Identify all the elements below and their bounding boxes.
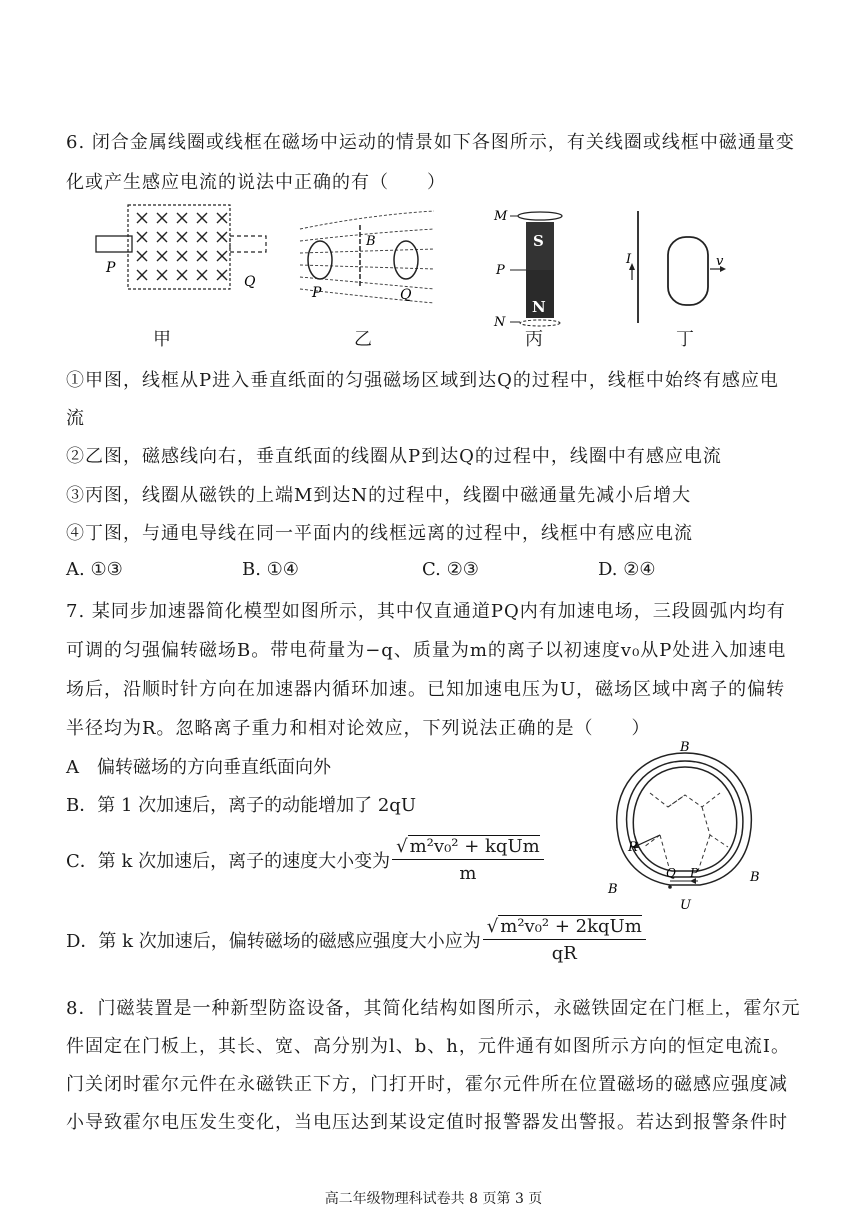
fig-jia-label-p: P bbox=[106, 260, 116, 276]
q7-option-b: B．第 1 次加速后，离子的动能增加了 2qU bbox=[66, 795, 416, 816]
q7-option-c-formula: $\frac{\text{√ m²v₀² + kqUm}}{m}$ bbox=[392, 836, 544, 884]
q7-option-d-denominator: qR bbox=[551, 943, 577, 964]
magnet-s-label: S bbox=[533, 232, 544, 250]
fig-bing-label-m: M bbox=[494, 209, 508, 224]
q8-stem-line3: 门关闭时霍尔元件在永磁铁正下方，门打开时，霍尔元件所在位置磁场的磁感应强度减 bbox=[66, 1074, 788, 1095]
fig-ding-label-i: I bbox=[626, 252, 632, 267]
fig-yi-label-p: P bbox=[312, 285, 322, 301]
q7-option-d-formula: $\frac{\text{√ m²v₀² + 2kqUm}}{qR}$ bbox=[483, 916, 646, 964]
q6-statement-3: ③丙图，线圈从磁铁的上端M到达N的过程中，线圈中磁通量先减小后增大 bbox=[66, 485, 692, 506]
q6-option-c: C. ②③ bbox=[422, 559, 479, 580]
caption-yi: 乙 bbox=[354, 329, 372, 350]
fig-yi-label-b: B bbox=[366, 234, 376, 249]
q6-statement-4: ④丁图，与通电导线在同一平面内的线框远离的过程中，线框中有感应电流 bbox=[66, 523, 693, 544]
q7-stem-line4: 半径均为R。忽略离子重力和相对论效应，下列说法正确的是（ ） bbox=[66, 718, 651, 739]
accel-label-q: Q bbox=[666, 866, 676, 880]
q7-stem-line3: 场后，沿顺时针方向在加速器内循环加速。已知加速电压为U，磁场区域中离子的偏转 bbox=[66, 679, 786, 700]
accel-label-r: R bbox=[628, 840, 638, 855]
q6-option-b: B. ①④ bbox=[242, 559, 299, 580]
q6-option-d: D. ②④ bbox=[598, 559, 656, 580]
page-footer: 高二年级物理科试卷共 8 页第 3 页 bbox=[324, 1191, 543, 1207]
q7-option-c-text: C．第 k 次加速后，离子的速度大小变为 bbox=[66, 851, 391, 872]
q7-option-c bbox=[66, 836, 544, 884]
q6-statement-1a: ①甲图，线框从P进入垂直纸面的匀强磁场区域到达Q的过程中，线框中始终有感应电 bbox=[66, 370, 779, 391]
magnet-n-label: N bbox=[532, 298, 546, 316]
q8-stem-line4: 小导致霍尔电压发生变化，当电压达到某设定值时报警器发出警报。若达到报警条件时 bbox=[66, 1112, 788, 1133]
q8-stem-line2: 件固定在门板上，其长、宽、高分别为l、b、h，元件通有如图所示方向的恒定电流I。 bbox=[66, 1036, 790, 1057]
q7-option-d-numerator: m²v₀² + 2kqUm bbox=[500, 916, 642, 937]
q6-stem-line1: 6. 闭合金属线圈或线框在磁场中运动的情景如下各图所示，有关线圈或线框中磁通量变 bbox=[66, 132, 795, 153]
fig-bing-label-n: N bbox=[494, 315, 506, 330]
accelerator-figure bbox=[600, 735, 770, 915]
caption-bing: 丙 bbox=[525, 329, 543, 350]
q7-option-d-text: D．第 k 次加速后，偏转磁场的磁感应强度大小应为 bbox=[66, 931, 481, 952]
q6-statement-2: ②乙图，磁感线向右，垂直纸面的线圈从P到达Q的过程中，线圈中有感应电流 bbox=[66, 446, 722, 467]
accel-label-b-top: B bbox=[680, 740, 690, 755]
q6-option-a: A. ①③ bbox=[66, 559, 123, 580]
q7-option-d bbox=[66, 916, 646, 964]
figure-ding bbox=[620, 205, 730, 330]
figure-yi bbox=[298, 205, 438, 305]
accel-label-u: U bbox=[680, 898, 691, 913]
accel-label-p: P bbox=[690, 866, 699, 880]
accel-label-b-left: B bbox=[608, 882, 618, 897]
q7-stem-line1: 7. 某同步加速器简化模型如图所示，其中仅直通道PQ内有加速电场，三段圆弧内均有 bbox=[66, 601, 786, 622]
fig-jia-label-q: Q bbox=[244, 274, 256, 290]
q8-stem-line1: 8．门磁装置是一种新型防盗设备，其简化结构如图所示，永磁铁固定在门框上，霍尔元 bbox=[66, 998, 801, 1019]
q7-option-c-numerator: m²v₀² + kqUm bbox=[409, 836, 540, 857]
q7-option-a: A 偏转磁场的方向垂直纸面向外 bbox=[66, 757, 331, 778]
caption-ding: 丁 bbox=[676, 329, 694, 350]
figure-jia bbox=[92, 200, 272, 300]
q7-option-c-denominator: m bbox=[459, 863, 477, 884]
fig-yi-label-q: Q bbox=[400, 287, 412, 303]
fig-bing-label-p: P bbox=[496, 263, 505, 278]
q7-stem-line2: 可调的匀强偏转磁场B。带电荷量为−q、质量为m的离子以初速度v₀从P处进入加速电 bbox=[66, 640, 787, 661]
q6-statement-1b: 流 bbox=[66, 408, 85, 429]
accel-label-b-right: B bbox=[750, 870, 760, 885]
figure-bing bbox=[492, 204, 582, 334]
q6-stem-line2: 化或产生感应电流的说法中正确的有（ ） bbox=[66, 172, 446, 193]
caption-jia: 甲 bbox=[153, 329, 171, 350]
fig-ding-label-v: v bbox=[716, 254, 724, 269]
